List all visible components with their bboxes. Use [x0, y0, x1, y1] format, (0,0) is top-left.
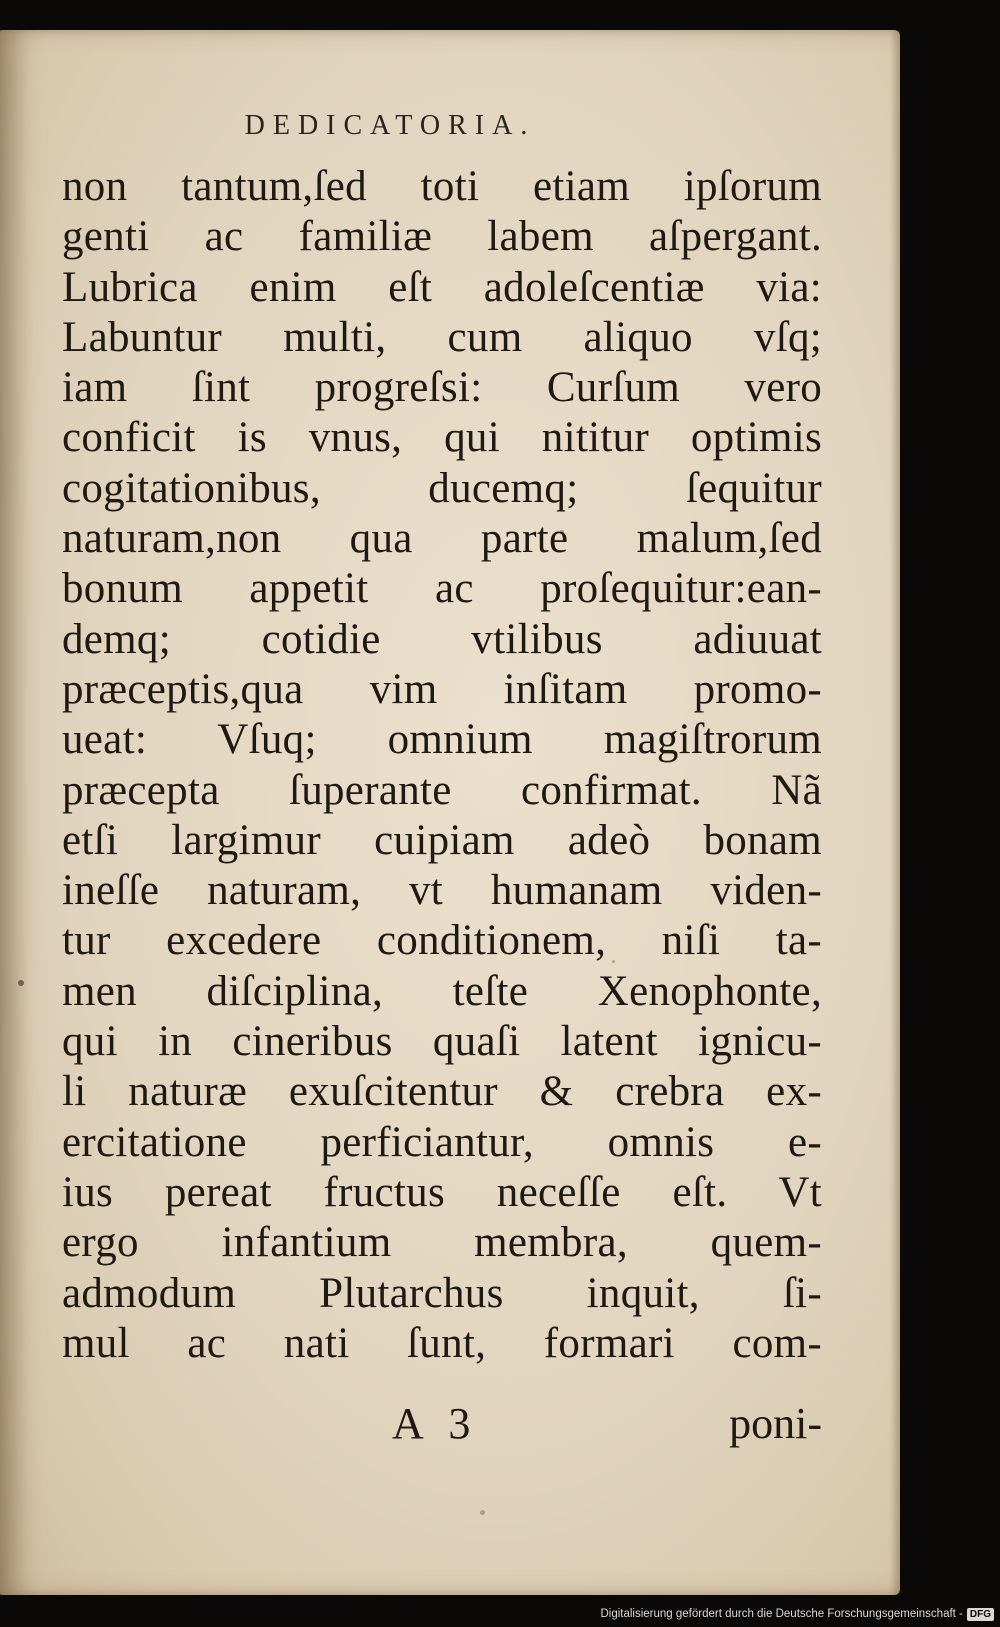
- text-line: Lubrica enim eſt adoleſcentiæ via:: [62, 263, 822, 311]
- text-line: admodum Plutarchus inquit, ſi-: [62, 1269, 822, 1317]
- catchword: poni-: [729, 1399, 822, 1448]
- paper-speck: [480, 1510, 485, 1515]
- book-page: [0, 30, 900, 1595]
- page-edge-shading: [890, 30, 900, 1595]
- signature-mark: A 3: [392, 1399, 479, 1448]
- text-line: ineſſe naturam, vt humanam viden-: [62, 867, 822, 915]
- text-line: bonum appetit ac proſequitur:ean-: [62, 565, 822, 613]
- digitization-credit: [600, 1605, 994, 1623]
- text-line: præceptis,qua vim inſitam promo-: [62, 665, 822, 713]
- text-line: ius pereat fructus neceſſe eſt. Vt: [62, 1168, 822, 1216]
- dfg-logo-icon: DFG: [967, 1608, 994, 1621]
- text-line: genti ac familiæ labem aſpergant.: [62, 213, 822, 261]
- body-text: [62, 162, 822, 1369]
- text-line: tur excedere conditionem, niſi ta-: [62, 917, 822, 965]
- paper-speck: [18, 980, 24, 986]
- text-line: ueat: Vſuq; omnium magiſtrorum: [62, 716, 822, 764]
- text-line: etſi largimur cuipiam adeò bonam: [62, 816, 822, 864]
- running-head: DEDICATORIA.: [244, 110, 536, 141]
- text-line: mul ac nati ſunt, formari com-: [62, 1319, 822, 1367]
- text-line: qui in cineribus quaſi latent ignicu-: [62, 1018, 822, 1066]
- text-line: ercitatione perficiantur, omnis e-: [62, 1118, 822, 1166]
- text-line: conficit is vnus, qui nititur optimis: [62, 414, 822, 462]
- text-line: li naturæ exuſcitentur & crebra ex-: [62, 1068, 822, 1116]
- text-line: præcepta ſuperante confirmat. Nã: [62, 766, 822, 814]
- text-line: men diſciplina, teſte Xenophonte,: [62, 967, 822, 1015]
- text-line: demq; cotidie vtilibus adiuuat: [62, 615, 822, 663]
- text-line: non tantum,ſed toti etiam ipſorum: [62, 163, 822, 210]
- credit-text: Digitalisierung gefördert durch die Deutsche Forschungsgemeinschaft -: [600, 1608, 963, 1620]
- text-line: ergo infantium membra, quem-: [62, 1219, 822, 1267]
- page-footer: [62, 1398, 822, 1454]
- text-line: cogitationibus, ducemq; ſequitur: [62, 464, 822, 512]
- text-line: naturam,non qua parte malum,ſed: [62, 515, 822, 563]
- text-line: iam ſint progreſsi: Curſum vero: [62, 364, 822, 412]
- text-line: Labuntur multi, cum aliquo vſq;: [62, 313, 822, 361]
